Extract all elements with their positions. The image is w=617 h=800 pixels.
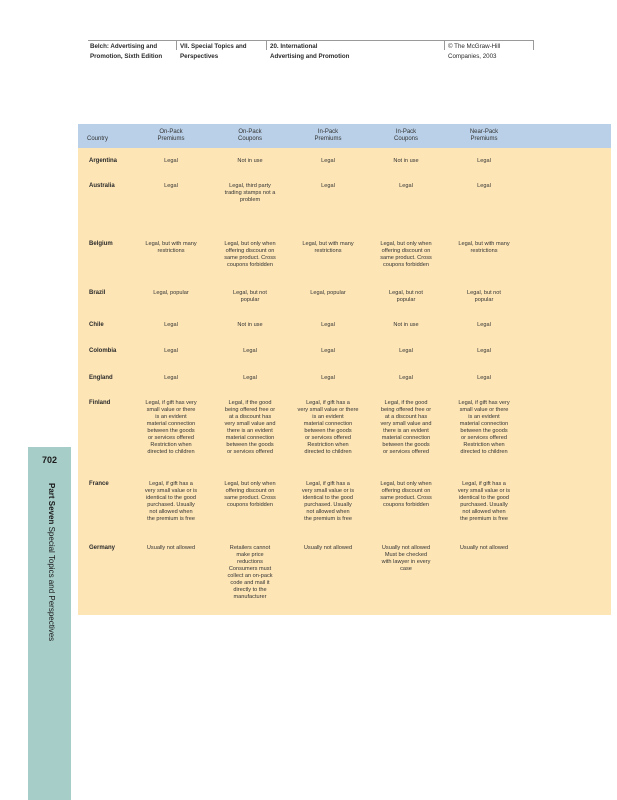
country-name: England <box>89 375 113 381</box>
table-cell: Legal, but only when offering discount on same product. Cross coupons forbidden <box>380 241 432 268</box>
country-name: Germany <box>89 545 116 551</box>
table-cell: Legal <box>164 158 178 164</box>
country-name: Colombia <box>89 348 117 354</box>
table-cell: Legal, if gift has a very small value or is identical to the good purchased. Usually not allowed when the premium is free <box>301 481 355 522</box>
table-cell: Not in use <box>237 322 263 328</box>
side-tab <box>28 447 71 800</box>
table-header <box>78 124 611 148</box>
table-cell: Legal <box>243 348 257 354</box>
table-cell: Legal <box>321 183 335 189</box>
table-cell: Legal <box>321 158 335 164</box>
table-cell: Legal <box>164 183 178 189</box>
table-cell: Not in use <box>393 158 419 164</box>
country-name: Australia <box>89 183 115 189</box>
table-cell: Legal, popular <box>153 290 189 296</box>
table-cell: Legal, if gift has a very small value or is identical to the good purchased. Usually not allowed when the premium is free <box>144 481 198 522</box>
table-cell: Legal, but not popular <box>467 290 501 303</box>
table-cell: Legal <box>477 348 491 354</box>
table-cell: Legal <box>164 322 178 328</box>
column-header: On-Pack Premiums <box>157 129 185 142</box>
section-label: Special Topics and Perspectives <box>47 526 56 642</box>
country-name: Belgium <box>89 241 113 247</box>
side-section-label <box>47 483 56 641</box>
regulations-table <box>78 124 611 615</box>
table-cell: Legal, but with many restrictions <box>302 241 354 254</box>
country-name: Brazil <box>89 290 106 296</box>
table-cell: Legal <box>477 158 491 164</box>
header-book-title: Belch: Advertising and Promotion, Sixth Edition <box>90 43 163 60</box>
table-cell: Legal <box>399 348 413 354</box>
header-copyright: © The McGraw-Hill Companies, 2003 <box>448 43 501 60</box>
column-header: On-Pack Coupons <box>237 129 263 142</box>
header-divider <box>176 40 177 50</box>
table-cell: Legal, but only when offering discount on same product. Cross coupons forbidden <box>224 481 276 508</box>
country-name: France <box>89 481 109 487</box>
table-cell: Usually not allowed Must be checked with lawyer in every case <box>381 545 431 572</box>
running-header <box>88 40 534 66</box>
table-cell: Not in use <box>393 322 419 328</box>
table-cell: Usually not allowed <box>459 545 509 551</box>
header-part: VII. Special Topics and Perspectives <box>180 43 247 60</box>
table-cell: Not in use <box>237 158 263 164</box>
table-cell: Legal <box>477 375 491 381</box>
header-divider <box>444 40 445 50</box>
table-cell: Legal <box>321 322 335 328</box>
table-cell: Legal <box>477 322 491 328</box>
header-rule <box>88 40 534 41</box>
table-cell: Legal, but not popular <box>389 290 423 303</box>
table-cell: Legal <box>399 183 413 189</box>
column-header: Near-Pack Premiums <box>469 129 499 142</box>
table-cell: Legal <box>321 348 335 354</box>
table-cell: Legal, but only when offering discount on same product. Cross coupons forbidden <box>380 481 432 508</box>
table-cell: Legal <box>477 183 491 189</box>
column-header: In-Pack Premiums <box>314 129 342 142</box>
table-cell: Legal <box>164 375 178 381</box>
table-cell: Legal, if gift has very small value or there is an evident material connection between the goods or services offered Restriction when directed to children <box>145 400 197 455</box>
table-cell: Usually not allowed <box>303 545 353 551</box>
table-cell: Legal, if gift has a very small value or is identical to the good purchased. Usually not allowed when the premium is free <box>457 481 511 522</box>
country-name: Finland <box>89 400 111 406</box>
table-cell: Legal <box>321 375 335 381</box>
part-label: Part Seven <box>47 483 56 525</box>
table-cell: Legal, if gift has very small value or there is an evident material connection between the goods or services offered Restriction when directed to children <box>458 400 510 455</box>
table-cell: Legal, but with many restrictions <box>145 241 197 254</box>
header-chapter: 20. International Advertising and Promotion <box>270 43 350 60</box>
table-cell: Usually not allowed <box>146 545 196 551</box>
table-cell: Legal <box>243 375 257 381</box>
country-name: Chile <box>89 322 104 328</box>
table-cell: Legal <box>164 348 178 354</box>
table-cell: Legal, but only when offering discount on same product. Cross coupons forbidden <box>224 241 276 268</box>
table-cell: Legal <box>399 375 413 381</box>
header-divider <box>266 40 267 50</box>
table-cell: Legal, but not popular <box>233 290 267 303</box>
table-cell: Retailers cannot make price reductions Consumers must collect an on-pack code and mail it directly to the manufacturer <box>227 545 273 600</box>
table-cell: Legal, third party trading stamps not a problem <box>224 183 276 203</box>
country-name: Argentina <box>89 158 118 164</box>
table-cell: Legal, but with many restrictions <box>458 241 510 254</box>
column-header-country: Country <box>87 136 109 142</box>
page-number: 702 <box>41 455 58 465</box>
column-header: In-Pack Coupons <box>393 129 419 142</box>
table-cell: Legal, if the good being offered free or at a discount has very small value and there is an evident material connection between the goods or services offered <box>224 400 276 455</box>
table-cell: Legal, popular <box>310 290 346 296</box>
table-cell: Legal, if gift has a very small value or there is an evident material connection between the goods or services offered Restriction when directed to children <box>297 400 359 455</box>
table-cell: Legal, if the good being offered free or at a discount has very small value and there is an evident material connection between the goods or services offered <box>380 400 432 455</box>
